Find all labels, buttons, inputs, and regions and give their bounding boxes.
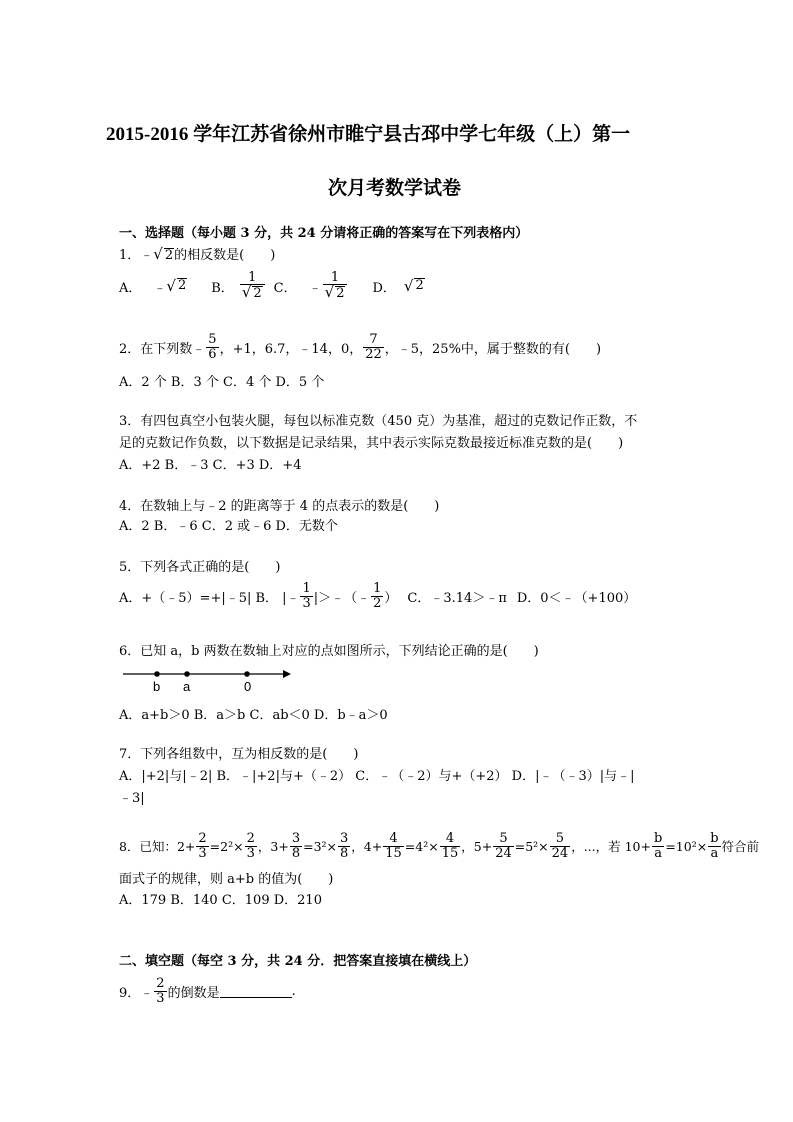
q8-sep-2: ，4+ [351, 839, 383, 854]
q1-option-a-minus: ﹣ [153, 280, 167, 296]
sqrt-symbol: √ [324, 283, 335, 302]
question-6-options: A．a+b＞0 B．a＞b C．ab＜0 D．b﹣a＞0 [119, 708, 388, 723]
fraction-numerator: 1 [240, 271, 265, 286]
label-zero: 0 [244, 679, 252, 694]
fraction-numerator: 3 [340, 830, 349, 846]
q9-end: . [291, 983, 296, 999]
label-b: b [153, 679, 161, 694]
q1-option-a-label: A． [119, 280, 142, 296]
q1-option-b-label: B． [211, 280, 234, 296]
fraction-denominator: 24 [551, 845, 569, 861]
q8-term-5-fraction-repeat [708, 832, 720, 860]
question-3-stem-line2: 足的克数记作负数，以下数据是记录结果，其中表示实际克数最接近标准克数的是( ) [119, 436, 624, 451]
question-9-stem [119, 972, 296, 1010]
fraction-numerator: 3 [291, 830, 301, 846]
sqrt-symbol: √ [153, 245, 163, 263]
number-line-arrow-icon [283, 670, 291, 678]
q2-fraction-2 [363, 333, 384, 361]
q1-number: 1． [119, 248, 141, 263]
q8-term-5-fraction [652, 832, 664, 860]
fraction-numerator: 4 [383, 832, 404, 847]
q8-term-1-fraction-repeat [245, 832, 257, 860]
fraction-numerator: 1 [302, 580, 311, 596]
point-b [154, 671, 160, 677]
q5-option-a: A．+（﹣5）=+|﹣5| B． [119, 590, 279, 606]
fraction-numerator: 1 [373, 580, 382, 596]
question-7-options-line2: ﹣3| [119, 791, 145, 806]
q5-option-b-mid: |＞﹣（﹣ [313, 590, 371, 606]
fraction-denominator: 22 [365, 346, 382, 362]
question-2-options: A．2 个 B．3 个 C．4 个 D．5 个 [119, 375, 325, 390]
question-2-stem [119, 329, 601, 365]
fraction-numerator: b [710, 830, 719, 846]
fraction-denominator: 3 [302, 595, 311, 611]
q9-fraction [154, 977, 166, 1005]
fraction-numerator: 5 [493, 832, 514, 847]
q8-term-4-mid: =5²× [514, 838, 549, 854]
fraction-numerator: 4 [440, 832, 461, 847]
fraction-numerator: 1 [323, 271, 348, 286]
sqrt-symbol: √ [166, 277, 176, 295]
q8-term-2-fraction [290, 832, 302, 860]
q5-option-b-fraction-2 [371, 582, 383, 610]
q8-term-3-mid: =4²× [404, 838, 439, 854]
q2-stem-pre: 2．在下列数﹣ [119, 341, 206, 357]
fraction-numerator: 2 [246, 830, 255, 846]
q5-option-b-fraction-1 [300, 582, 312, 610]
q8-term-3-fraction [383, 832, 404, 860]
question-3-options: A．+2 B．﹣3 C．+3 D．+4 [119, 458, 302, 473]
fraction-numerator: b [653, 830, 663, 846]
q1-radicand: 2 [164, 248, 174, 263]
q8-term-1-fraction [196, 832, 208, 860]
q1-option-c-label: C． [273, 280, 297, 296]
fraction-numerator: 5 [208, 331, 217, 347]
fraction-denominator: 2 [373, 595, 382, 611]
q8-term-4-fraction-repeat [550, 832, 571, 860]
q5-option-b-post: ） [384, 590, 398, 606]
fraction-numerator: 2 [198, 830, 207, 846]
question-5-stem: 5．下列各式正确的是( ) [119, 560, 281, 575]
question-1-stem [119, 244, 275, 263]
fraction-denominator: 6 [208, 346, 217, 362]
q5-option-c: C．﹣3.14＞﹣π [407, 590, 507, 606]
page-title: 2015-2016 学年江苏省徐州市睢宁县古邳中学七年级（上）第一 [106, 124, 631, 145]
fraction-denominator: 3 [246, 845, 255, 861]
fraction-numerator: 7 [363, 333, 384, 348]
q8-term-5-mid: =10²× [665, 838, 708, 854]
question-4-stem: 4．在数轴上与﹣2 的距离等于 4 的点表示的数是( ) [119, 499, 440, 514]
fraction-denominator [240, 285, 265, 301]
q2-fraction-1 [206, 333, 218, 361]
fraction-numerator: 2 [156, 975, 165, 991]
point-zero [244, 671, 250, 677]
label-a: a [183, 679, 191, 694]
fraction-denominator: 8 [291, 845, 301, 861]
q1-option-c-fraction [323, 271, 348, 302]
q5-option-b-pre: |﹣ [282, 590, 300, 606]
fraction-denominator [323, 285, 348, 301]
q8-sep-1: ，3+ [257, 839, 289, 854]
q1-option-c-minus: ﹣ [308, 280, 322, 296]
question-8-stem-line2: 面式子的规律，则 a+b 的值为( ) [119, 872, 334, 887]
fraction-numerator: 5 [550, 832, 571, 847]
fraction-denominator: a [710, 845, 719, 861]
question-8-options: A．179 B．140 C．109 D．210 [119, 893, 322, 908]
q8-pre: 8．已知：2+ [119, 839, 196, 854]
question-1-options [119, 266, 425, 306]
question-3-stem-line1: 3．有四包真空小包装火腿，每包以标准克数（450 克）为基准，超过的克数记作正数，不 [119, 414, 638, 429]
fraction-denominator: 15 [385, 845, 402, 861]
q8-term-1-mid: =2²× [209, 838, 244, 854]
q1-option-b-fraction [240, 271, 265, 302]
page-title-line2: 次月考数学试卷 [328, 178, 462, 199]
q8-sep-4: ，...，若 10+ [571, 839, 651, 854]
q2-stem-mid: ，+1，6.7，﹣14，0， [219, 341, 363, 357]
sqrt-symbol: √ [403, 277, 414, 295]
q1-option-a-radicand: 2 [177, 278, 187, 294]
fraction-denominator: 24 [495, 845, 512, 861]
fraction-denominator: a [654, 845, 663, 861]
q8-term-4-fraction [493, 832, 514, 860]
q9-pre: 9．﹣ [119, 985, 154, 1001]
q1-option-d-label: D． [372, 280, 396, 296]
point-a [184, 671, 190, 677]
q9-post: 的倒数是 [167, 985, 220, 1001]
answer-blank[interactable] [220, 985, 292, 998]
fraction-radicand: 2 [336, 286, 345, 302]
q1-option-d-radicand: 2 [415, 278, 424, 294]
question-5-options [119, 578, 636, 614]
question-6-stem: 6．已知 a，b 两数在数轴上对应的点如图所示，下列结论正确的是( ) [119, 644, 539, 659]
sqrt-symbol: √ [241, 283, 252, 302]
q1-minus: ﹣ [140, 248, 154, 263]
q8-term-2-fraction-repeat [338, 832, 350, 860]
section-heading-choice: 一、选择题（每小题 3 分，共 24 分请将正确的答案写在下列表格内） [119, 226, 529, 241]
q8-term-3-fraction-repeat [440, 832, 461, 860]
fraction-denominator: 8 [340, 845, 349, 861]
q5-option-d: D．0＜﹣（+100） [516, 590, 637, 606]
q8-sep-3: ，5+ [461, 839, 493, 854]
fraction-denominator: 3 [198, 845, 207, 861]
q8-term-2-mid: =3²× [303, 838, 338, 854]
question-4-options: A．2 B．﹣6 C．2 或﹣6 D．无数个 [119, 519, 338, 534]
q8-post: 符合前 [721, 839, 760, 854]
section-heading-fill-in: 二、填空题（每空 3 分，共 24 分．把答案直接填在横线上） [119, 954, 477, 969]
fraction-denominator: 15 [441, 845, 459, 861]
q1-stem-text: 的相反数是( ) [174, 248, 276, 263]
q2-stem-post: ，﹣5，25%中，属于整数的有( ) [384, 341, 602, 357]
question-7-options-line1: A．|+2|与|﹣2| B．﹣|+2|与+（﹣2） C．﹣（﹣2）与+（+2） D．|﹣（﹣3）|与﹣| [119, 769, 635, 784]
question-8-stem [119, 826, 759, 866]
number-line-figure [119, 664, 299, 696]
fraction-denominator: 3 [156, 990, 165, 1006]
fraction-radicand: 2 [253, 286, 262, 302]
question-7-stem: 7．下列各组数中，互为相反数的是( ) [119, 747, 359, 762]
